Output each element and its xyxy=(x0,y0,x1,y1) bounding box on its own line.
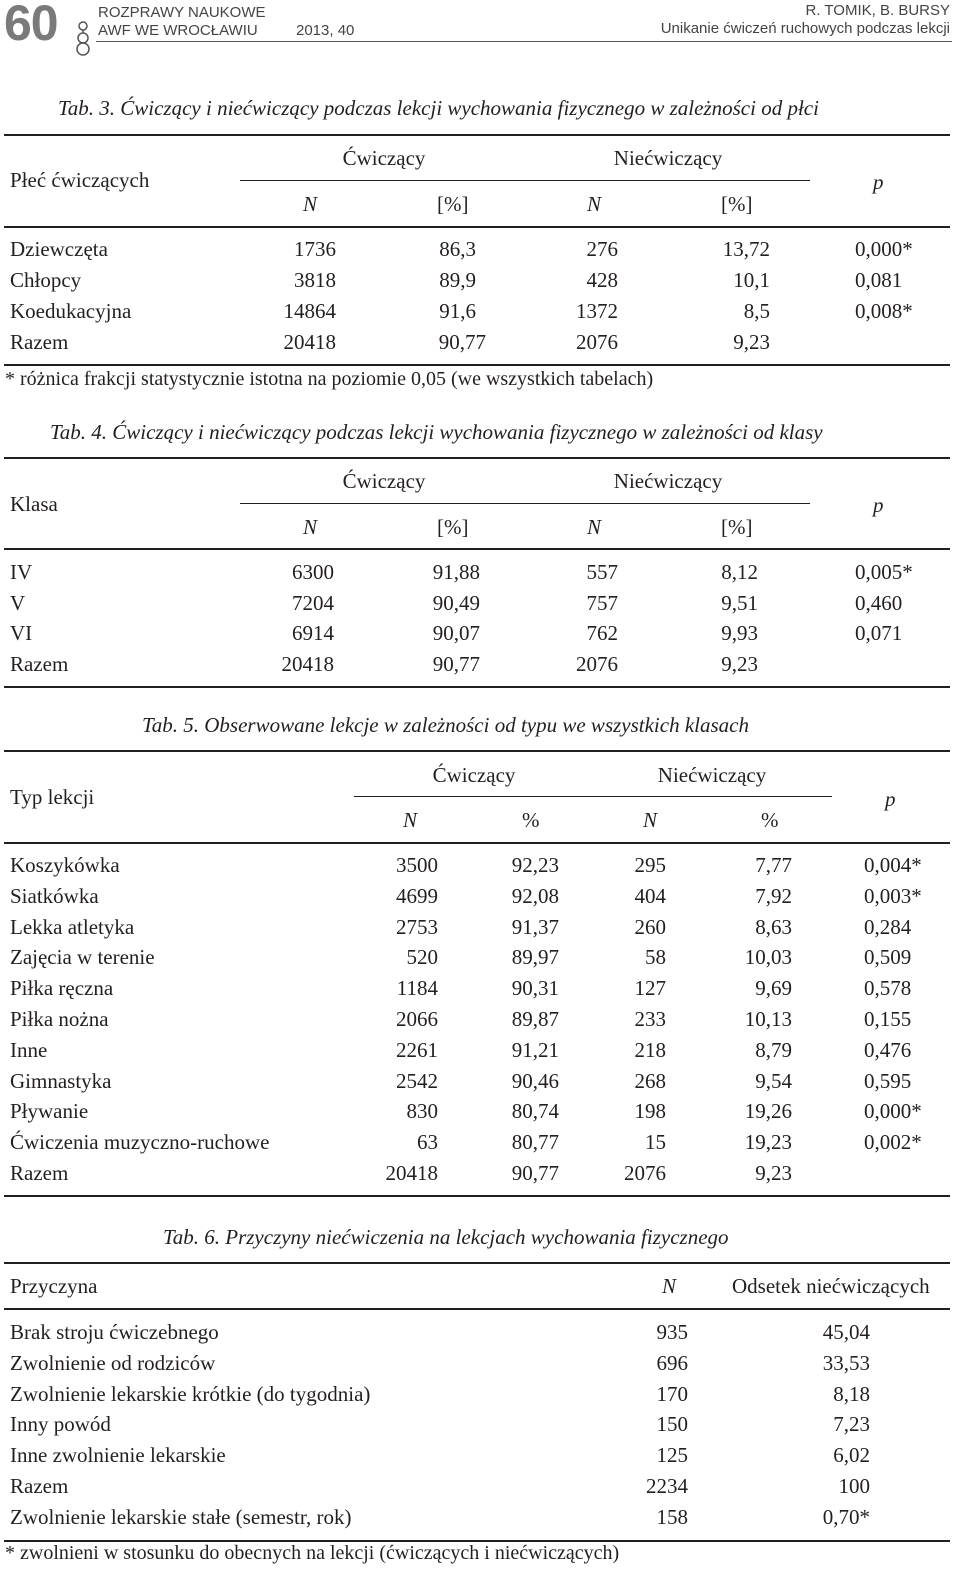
table4-label: V xyxy=(10,591,26,615)
table5-p: 0,004* xyxy=(864,853,922,877)
table3-p: 0,008* xyxy=(855,299,913,323)
table4-header-rule xyxy=(4,548,950,550)
running-authors: R. TOMIK, B. BURSY xyxy=(805,2,950,19)
table3-pct2: 13,72 xyxy=(722,237,770,261)
table5-pct1: 89,97 xyxy=(511,945,559,970)
table3-pct1: 86,3 xyxy=(439,237,476,261)
table6-pct: 33,53 xyxy=(822,1350,870,1375)
table3-n2: 1372 xyxy=(576,299,618,323)
table5-n1: 3500 xyxy=(396,853,438,877)
table5-p: 0,509 xyxy=(864,945,912,970)
table4-sub-pct2: [%] xyxy=(721,515,753,539)
table4-group-nonexercising: Niećwiczący xyxy=(613,469,723,493)
table3-n2: 428 xyxy=(586,268,618,292)
table6-pct: 8,18 xyxy=(833,1381,870,1406)
table4-pct2: 8,12 xyxy=(721,560,758,584)
table5-label: Piłka ręczna xyxy=(10,976,114,1001)
table5-header-rule xyxy=(4,842,950,844)
table6-footnote: * zwolnieni w stosunku do obecnych na lekcji (ćwiczących i niećwiczących) xyxy=(5,1542,620,1564)
table3-label: Dziewczęta xyxy=(10,237,108,261)
table3-sub-n1: N xyxy=(303,192,318,216)
table4-p: 0,071 xyxy=(855,621,903,645)
table4-row-header: Klasa xyxy=(10,492,58,516)
table5-pct2: 7,92 xyxy=(755,883,792,908)
table5-pct2: 19,26 xyxy=(744,1099,792,1124)
table5-pct1: 80,77 xyxy=(511,1130,559,1155)
table4-pct2: 9,51 xyxy=(721,591,758,615)
table5-sub-pct1: % xyxy=(522,808,540,832)
table5-label: Siatkówka xyxy=(10,883,99,908)
table5-sub-n2: N xyxy=(643,808,658,832)
table3-bottom-rule xyxy=(4,364,950,366)
table5-bottom-rule xyxy=(4,1195,950,1197)
table6-reason: Zwolnienie od rodziców xyxy=(10,1350,216,1375)
table3-sub-pct2: [%] xyxy=(721,192,753,216)
table5-label: Razem xyxy=(10,1161,69,1185)
table3-sub-pct1: [%] xyxy=(437,192,469,216)
table5-top-rule xyxy=(4,750,950,752)
table5-group-exercising: Ćwiczący xyxy=(432,763,516,787)
table4-n2: 757 xyxy=(586,591,618,615)
table5-label: Ćwiczenia muzyczno-ruchowe xyxy=(10,1130,270,1155)
table3-sub-n2: N xyxy=(587,192,602,216)
table5-group-nonexercising: Niećwiczący xyxy=(657,763,767,787)
page-number: 60 xyxy=(4,0,58,51)
table3-pct2: 8,5 xyxy=(743,299,770,323)
table5-n1: 20418 xyxy=(385,1161,438,1185)
table3-n1: 3818 xyxy=(294,268,336,292)
table3-p: 0,081 xyxy=(855,268,903,292)
table4-label: Razem xyxy=(10,652,69,676)
table4-n2: 762 xyxy=(586,621,618,645)
table4-group-exercising: Ćwiczący xyxy=(342,469,426,493)
table4-pct2: 9,23 xyxy=(721,652,758,676)
table3-group-rule xyxy=(240,180,810,181)
table5-n2: 58 xyxy=(645,945,666,970)
table6-reason: Zwolnienie lekarskie krótkie (do tygodnia) xyxy=(10,1381,371,1406)
table4-top-rule xyxy=(4,457,950,459)
table6-col-n: N xyxy=(662,1274,677,1298)
table5-n2: 233 xyxy=(634,1007,666,1031)
table3-pct1: 89,9 xyxy=(439,268,476,292)
table5-label: Lekka atletyka xyxy=(10,914,135,939)
table3-p: 0,000* xyxy=(855,237,913,261)
table4-pct1: 90,07 xyxy=(432,621,480,645)
table4-sub-pct1: [%] xyxy=(437,515,469,539)
table5-n1: 2542 xyxy=(396,1068,438,1093)
table5-n2: 404 xyxy=(634,883,666,908)
table6-n: 170 xyxy=(656,1381,688,1406)
table5-pct1: 80,74 xyxy=(511,1099,559,1124)
table3-group-nonexercising: Niećwiczący xyxy=(613,146,723,170)
table5-p: 0,284 xyxy=(864,914,912,939)
table5-n2: 260 xyxy=(634,914,666,939)
running-title: Unikanie ćwiczeń ruchowych podczas lekcji xyxy=(660,20,950,37)
table5-pct2: 9,69 xyxy=(755,976,792,1001)
table5-pct2: 19,23 xyxy=(744,1130,792,1155)
table5-pct2: 7,77 xyxy=(755,853,792,877)
table3-n1: 20418 xyxy=(283,330,336,354)
table5-pct1: 90,31 xyxy=(511,976,559,1001)
table6-reason: Brak stroju ćwiczebnego xyxy=(10,1320,219,1344)
table5-p: 0,002* xyxy=(864,1130,922,1155)
table5-pct1: 92,23 xyxy=(511,853,559,877)
table6-header-rule xyxy=(4,1308,950,1310)
table5-n1: 2261 xyxy=(396,1037,438,1062)
table6-col-reason: Przyczyna xyxy=(10,1274,98,1298)
table5-n1: 520 xyxy=(406,945,438,970)
table6-n: 125 xyxy=(656,1443,688,1468)
table5-n2: 127 xyxy=(634,976,666,1001)
table5-p: 0,000* xyxy=(864,1099,922,1124)
table5-n1: 1184 xyxy=(396,976,438,1001)
table4-bottom-rule xyxy=(4,686,950,688)
table5-caption: Tab. 5. Obserwowane lekcje w zależności od typu we wszystkich klasach xyxy=(142,713,749,737)
table4-n1: 6300 xyxy=(292,560,334,584)
table3-header-rule xyxy=(4,226,950,228)
table5-pct1: 90,77 xyxy=(511,1161,559,1185)
table4-n1: 20418 xyxy=(281,652,334,676)
table3-row-header: Płeć ćwiczących xyxy=(10,168,150,192)
table6-reason: Razem xyxy=(10,1474,69,1498)
table5-label: Piłka nożna xyxy=(10,1007,109,1031)
table3-n1: 14864 xyxy=(283,299,336,323)
table4-p-header: p xyxy=(873,493,884,517)
table5-pct2: 9,54 xyxy=(755,1068,792,1093)
table6-pct: 100 xyxy=(838,1474,870,1498)
table4-pct1: 90,49 xyxy=(432,591,480,615)
table4-group-rule xyxy=(240,503,810,504)
table6-reason: Zwolnienie lekarskie stałe (semestr, rok) xyxy=(10,1504,352,1529)
table5-n2: 218 xyxy=(634,1037,666,1062)
table5-n2: 198 xyxy=(634,1099,666,1124)
table5-pct2: 8,79 xyxy=(755,1037,792,1062)
table5-n1: 63 xyxy=(417,1130,438,1155)
journal-logo xyxy=(72,16,94,56)
table3-group-exercising: Ćwiczący xyxy=(342,146,426,170)
table5-p: 0,578 xyxy=(864,976,912,1001)
table3-label: Razem xyxy=(10,330,69,354)
table5-n1: 4699 xyxy=(396,883,438,908)
table4-label: IV xyxy=(10,560,33,584)
table3-footnote: * różnica frakcji statystycznie istotna na poziomie 0,05 (we wszystkich tabelach) xyxy=(5,368,654,390)
table5-label: Pływanie xyxy=(10,1099,89,1124)
table6-reason: Inny powód xyxy=(10,1412,111,1437)
table6-col-pct: Odsetek niećwiczących xyxy=(732,1274,930,1298)
table3-p-header: p xyxy=(873,170,884,194)
table4-n2: 557 xyxy=(586,560,618,584)
table5-label: Koszykówka xyxy=(10,853,120,877)
table6-n: 935 xyxy=(656,1320,688,1344)
table6-caption: Tab. 6. Przyczyny niećwiczenia na lekcjach wychowania fizycznego xyxy=(163,1225,729,1249)
table3-pct1: 91,6 xyxy=(439,299,476,323)
table6-pct: 0,70* xyxy=(822,1504,870,1529)
table5-p: 0,476 xyxy=(864,1037,912,1062)
year-volume: 2013, 40 xyxy=(296,22,355,39)
table5-pct2: 10,13 xyxy=(744,1007,792,1031)
table6-reason: Inne zwolnienie lekarskie xyxy=(10,1443,226,1468)
table3-label: Koedukacyjna xyxy=(10,299,132,323)
table4-p: 0,005* xyxy=(855,560,913,584)
table4-n2: 2076 xyxy=(576,652,618,676)
table5-p: 0,595 xyxy=(864,1068,912,1093)
table5-n1: 2753 xyxy=(396,914,438,939)
table3-pct1: 90,77 xyxy=(438,330,486,354)
table5-row-header: Typ lekcji xyxy=(10,785,95,809)
table6-pct: 45,04 xyxy=(822,1320,870,1344)
table4-sub-n2: N xyxy=(587,515,602,539)
table5-label: Zajęcia w terenie xyxy=(10,945,155,970)
table3-pct2: 9,23 xyxy=(733,330,770,354)
table4-label: VI xyxy=(10,621,33,645)
table5-p-header: p xyxy=(885,787,896,811)
table3-n1: 1736 xyxy=(294,237,336,261)
table5-p: 0,003* xyxy=(864,883,922,908)
header-rule xyxy=(96,41,952,42)
journal-name-line1: ROZPRAWY NAUKOWE xyxy=(98,4,266,21)
table5-label: Inne xyxy=(10,1037,48,1062)
table5-pct1: 92,08 xyxy=(511,883,559,908)
table3-n2: 2076 xyxy=(576,330,618,354)
table3-caption: Tab. 3. Ćwiczący i niećwiczący podczas lekcji wychowania fizycznego w zależności od płci xyxy=(58,96,819,120)
table5-sub-n1: N xyxy=(403,808,418,832)
table5-n2: 268 xyxy=(634,1068,666,1093)
table4-pct2: 9,93 xyxy=(721,621,758,645)
table5-n2: 2076 xyxy=(624,1161,666,1185)
table5-n1: 2066 xyxy=(396,1007,438,1031)
table4-pct1: 90,77 xyxy=(432,652,480,676)
table5-n2: 295 xyxy=(634,853,666,877)
table5-pct1: 89,87 xyxy=(511,1007,559,1031)
table5-pct1: 91,21 xyxy=(511,1037,559,1062)
table5-label: Gimnastyka xyxy=(10,1068,112,1093)
journal-name-line2: AWF WE WROCŁAWIU xyxy=(98,22,258,39)
table5-sub-pct2: % xyxy=(761,808,779,832)
table6-n: 158 xyxy=(656,1504,688,1529)
table6-pct: 7,23 xyxy=(833,1412,870,1437)
table5-n1: 830 xyxy=(406,1099,438,1124)
table3-pct2: 10,1 xyxy=(733,268,770,292)
table4-caption: Tab. 4. Ćwiczący i niećwiczący podczas lekcji wychowania fizycznego w zależności od klasy xyxy=(50,420,823,444)
table5-n2: 15 xyxy=(645,1130,666,1155)
table3-n2: 276 xyxy=(586,237,618,261)
table5-pct2: 9,23 xyxy=(755,1161,792,1185)
table5-p: 0,155 xyxy=(864,1007,912,1031)
table4-n1: 6914 xyxy=(292,621,334,645)
table6-n: 696 xyxy=(656,1350,688,1375)
table6-n: 150 xyxy=(656,1412,688,1437)
table4-n1: 7204 xyxy=(292,591,334,615)
table6-n: 2234 xyxy=(646,1474,688,1498)
table3-label: Chłopcy xyxy=(10,268,82,292)
table3-top-rule xyxy=(4,134,950,136)
table5-pct2: 10,03 xyxy=(744,945,792,970)
table4-sub-n1: N xyxy=(303,515,318,539)
table6-top-rule xyxy=(4,1262,950,1264)
table4-p: 0,460 xyxy=(855,591,903,615)
table4-pct1: 91,88 xyxy=(432,560,480,584)
table5-pct1: 91,37 xyxy=(511,914,559,939)
table5-group-rule xyxy=(354,796,832,797)
table5-pct1: 90,46 xyxy=(511,1068,559,1093)
table6-pct: 6,02 xyxy=(833,1443,870,1468)
table5-pct2: 8,63 xyxy=(755,914,792,939)
